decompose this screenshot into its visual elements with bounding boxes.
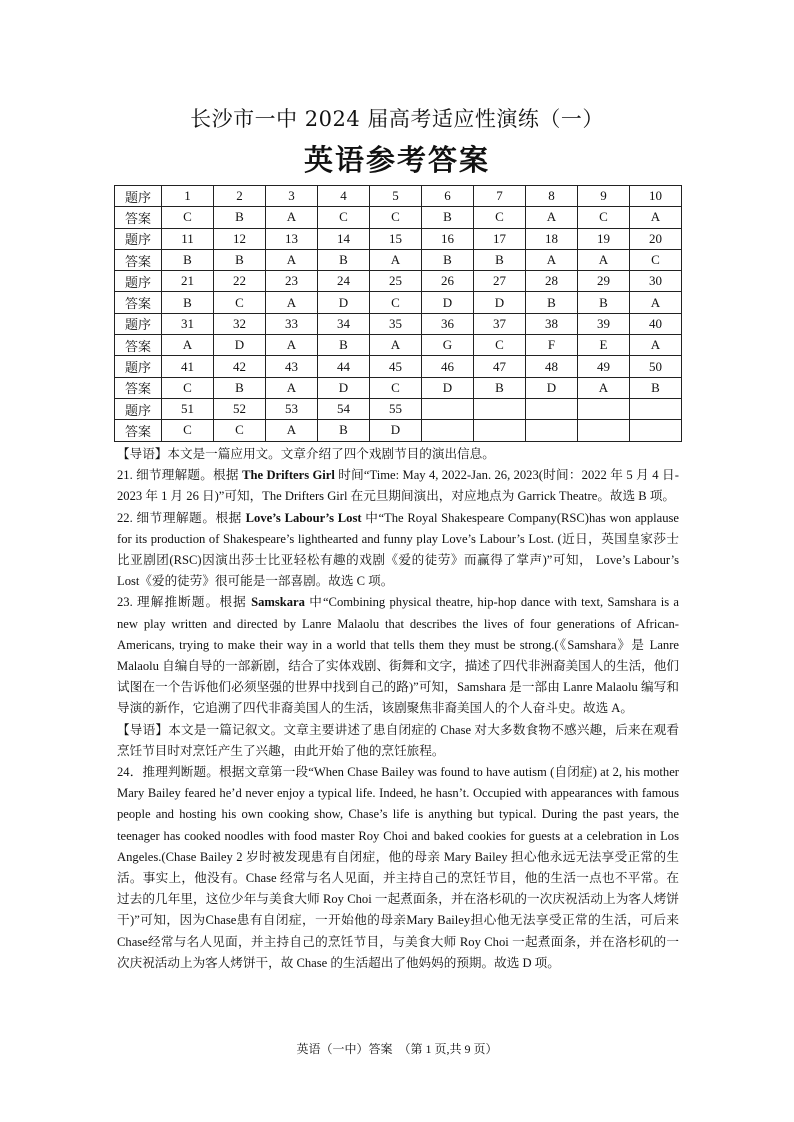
answer-cell: C — [578, 207, 630, 228]
row-label: 答案 — [115, 207, 162, 228]
question-number-cell: 16 — [422, 228, 474, 249]
question-number-cell: 4 — [318, 186, 370, 207]
answer-cell: B — [474, 377, 526, 398]
question-number-cell: 36 — [422, 313, 474, 334]
question-number-cell: 39 — [578, 313, 630, 334]
answer-cell — [578, 420, 630, 441]
answer-cell: A — [266, 335, 318, 356]
answer-cell: C — [474, 335, 526, 356]
answer-cell: B — [214, 207, 266, 228]
answer-cell: C — [630, 249, 682, 270]
row-label: 答案 — [115, 335, 162, 356]
question-number-cell: 38 — [526, 313, 578, 334]
row-label: 答案 — [115, 377, 162, 398]
question-number-cell: 40 — [630, 313, 682, 334]
answer-cell: A — [266, 420, 318, 441]
answer-cell: A — [578, 377, 630, 398]
question-number-row — [115, 271, 682, 292]
question-number-cell: 51 — [162, 398, 214, 419]
question-number-cell: 20 — [630, 228, 682, 249]
answer-cell: B — [162, 292, 214, 313]
answer-cell: A — [266, 249, 318, 270]
answer-cell: B — [214, 377, 266, 398]
question-number-cell: 30 — [630, 271, 682, 292]
answer-cell: A — [266, 207, 318, 228]
answer-cell: A — [526, 249, 578, 270]
question-number-cell: 54 — [318, 398, 370, 419]
answer-cell: A — [630, 207, 682, 228]
question-number-cell: 37 — [474, 313, 526, 334]
guide-paragraph-2: 【导语】本文是一篇记叙文。文章主要讲述了患自闭症的 Chase 对大多数食物不感兴趣，后来在观看烹饪节目时对烹饪产生了兴趣，由此开始了他的烹饪旅程。 — [117, 722, 679, 758]
answer-cell: B — [422, 249, 474, 270]
answer-cell: E — [578, 335, 630, 356]
question-number-cell: 35 — [370, 313, 422, 334]
question-number-cell: 10 — [630, 186, 682, 207]
answer-cell: D — [422, 292, 474, 313]
answer-cell: C — [370, 377, 422, 398]
question-number-cell: 55 — [370, 398, 422, 419]
answer-cell: B — [578, 292, 630, 313]
question-number-cell: 47 — [474, 356, 526, 377]
explanation-section — [117, 444, 679, 974]
explanation-q23: 23. 理解推断题。根据 Samskara 中“Combining physical theatre, hip-hop dance with text, Samshara is a new play written and directed by Lanre Malaolu that describes the lives of four generations of African-Americans, trying to make their way in a world that tells them they must be strong.(《Samshara》是 Lanre Malaolu 自编自导的一部新剧，结合了实体戏剧、街舞和文字，描述了四代非洲裔美国人的生活，他们试图在一个告诉他们必须坚强的世界中找到自己的路)”可知，Samshara 是一部由 Lanre Malaolu 编写和导演的新作，它追溯了四代非裔美国人的生活，该剧聚焦非裔美国人的个人奋斗史。故选 A。 — [117, 595, 679, 716]
explanation-q21: 21. 细节理解题。根据 The Drifters Girl 时间“Time: May 4, 2022-Jan. 26, 2023(时间：2022 年 5 月 4 日- 2023 年 1 月 26 日)”可知，The Drifters Girl 在元旦期间演出，对应地点为 Garrick Theatre。故选 B 项。 — [117, 468, 679, 504]
answer-row — [115, 335, 682, 356]
answer-row — [115, 377, 682, 398]
question-number-cell: 9 — [578, 186, 630, 207]
question-number-cell: 1 — [162, 186, 214, 207]
question-number-cell: 18 — [526, 228, 578, 249]
answer-cell: B — [318, 249, 370, 270]
question-number-cell: 49 — [578, 356, 630, 377]
question-number-cell: 3 — [266, 186, 318, 207]
question-number-cell: 48 — [526, 356, 578, 377]
row-label: 题序 — [115, 313, 162, 334]
question-number-cell: 28 — [526, 271, 578, 292]
question-number-cell: 29 — [578, 271, 630, 292]
question-number-cell: 41 — [162, 356, 214, 377]
row-label: 题序 — [115, 398, 162, 419]
question-number-cell: 34 — [318, 313, 370, 334]
question-number-cell: 12 — [214, 228, 266, 249]
answer-cell: A — [526, 207, 578, 228]
answer-cell: C — [214, 420, 266, 441]
question-number-cell: 23 — [266, 271, 318, 292]
document-title: 长沙市一中 2024 届高考适应性演练（一） — [190, 107, 604, 131]
row-label: 题序 — [115, 271, 162, 292]
play-name: Love’s Labour’s Lost — [245, 510, 362, 525]
question-number-cell: 33 — [266, 313, 318, 334]
answer-cell: B — [214, 249, 266, 270]
question-number-cell — [474, 398, 526, 419]
answer-cell: D — [318, 292, 370, 313]
question-number-cell: 53 — [266, 398, 318, 419]
question-number-cell: 17 — [474, 228, 526, 249]
question-number-cell — [526, 398, 578, 419]
answer-row — [115, 292, 682, 313]
play-name: The Drifters Girl — [242, 468, 335, 483]
question-number-cell: 46 — [422, 356, 474, 377]
answer-cell: B — [318, 420, 370, 441]
row-label: 题序 — [115, 228, 162, 249]
answer-cell: C — [162, 377, 214, 398]
answer-cell: C — [162, 420, 214, 441]
explanation-q22: 22. 细节理解题。根据 Love’s Labour’s Lost 中“The Royal Shakespeare Company(RSC)has won applause for its production of Shakespeare’s lighthearted and funny play Love’s Labour’s Lost. (近日，英国皇家莎士比亚剧团(RSC)因演出莎士比亚轻松有趣的戏剧《爱的徒劳》而赢得了掌声)”可知， Love’s Labour’s Lost《爱的徒劳》很可能是一部喜剧。故选 C 项。 — [117, 510, 680, 589]
answer-row — [115, 249, 682, 270]
answer-cell: A — [370, 335, 422, 356]
question-number-cell: 5 — [370, 186, 422, 207]
question-number-cell: 15 — [370, 228, 422, 249]
question-number-row — [115, 228, 682, 249]
answer-cell: B — [474, 249, 526, 270]
question-number-cell: 31 — [162, 313, 214, 334]
question-number-cell: 21 — [162, 271, 214, 292]
question-number-cell: 25 — [370, 271, 422, 292]
answer-cell: A — [370, 249, 422, 270]
question-number-cell: 19 — [578, 228, 630, 249]
question-number-cell: 22 — [214, 271, 266, 292]
answer-cell: D — [318, 377, 370, 398]
answer-cell: B — [422, 207, 474, 228]
question-number-cell: 45 — [370, 356, 422, 377]
answer-cell: C — [370, 207, 422, 228]
answer-cell: C — [370, 292, 422, 313]
explanation-q24: 24．推理判断题。根据文章第一段“When Chase Bailey was found to have autism (自闭症) at 2, his mother Mary Bailey feared he’d never enjoy a typical life. Indeed, he hasn’t. Occupied with appearances with famous people and hosting his own cooking show, Chase’s life is anything but typical. During the past years, the teenager has cooked noodles with food master Roy Choi and baked cookies for guests at a celebration in Los Angeles.(Chase Bailey 2 岁时被发现患有自闭症，他的母亲 Mary Bailey 担心他永远无法享受正常的生活。事实上，他没有。Chase 经常与名人见面，并主持自己的烹饪节目，他的生活一点也不平常。在过去的几年里，这位少年与美食大师 Roy Choi 一起煮面条，并在洛杉矶的一次庆祝活动上为客人烤饼干)”可知，因为Chase患有自闭症，一开始他的母亲Mary Bailey担心他无法享受正常的生活，可后来Chase经常与名人见面，并主持自己的烹饪节目，与美食大师 Roy Choi 一起煮面条，并在洛杉矶的一次庆祝活动上为客人烤饼干，故 Chase 的生活超出了他妈妈的预期。故选 D 项。 — [117, 765, 679, 970]
question-number-cell: 24 — [318, 271, 370, 292]
question-number-cell: 7 — [474, 186, 526, 207]
question-number-row — [115, 186, 682, 207]
answer-cell: C — [214, 292, 266, 313]
answer-cell: D — [422, 377, 474, 398]
answer-row — [115, 207, 682, 228]
answer-cell: A — [578, 249, 630, 270]
answer-cell: B — [526, 292, 578, 313]
answer-cell: A — [630, 335, 682, 356]
question-number-row — [115, 313, 682, 334]
answer-cell: D — [474, 292, 526, 313]
answer-cell: A — [162, 335, 214, 356]
answer-cell: C — [318, 207, 370, 228]
row-label: 答案 — [115, 292, 162, 313]
question-number-cell — [578, 398, 630, 419]
question-number-cell: 44 — [318, 356, 370, 377]
question-number-cell: 27 — [474, 271, 526, 292]
question-number-cell: 43 — [266, 356, 318, 377]
answer-cell: B — [630, 377, 682, 398]
question-number-cell — [630, 398, 682, 419]
document-subtitle: 英语参考答案 — [303, 143, 490, 177]
play-name: Samskara — [251, 595, 305, 610]
question-number-cell — [422, 398, 474, 419]
question-number-cell: 8 — [526, 186, 578, 207]
row-label: 题序 — [115, 356, 162, 377]
answer-cell: G — [422, 335, 474, 356]
question-number-cell: 2 — [214, 186, 266, 207]
answer-cell: D — [526, 377, 578, 398]
question-number-row — [115, 356, 682, 377]
answer-cell: C — [162, 207, 214, 228]
answer-cell — [474, 420, 526, 441]
guide-paragraph-1: 【导语】本文是一篇应用文。文章介绍了四个戏剧节目的演出信息。 — [117, 447, 495, 461]
question-number-cell: 32 — [214, 313, 266, 334]
row-label: 题序 — [115, 186, 162, 207]
answer-cell: A — [630, 292, 682, 313]
question-number-cell: 14 — [318, 228, 370, 249]
answer-cell: C — [474, 207, 526, 228]
answer-table — [114, 185, 682, 442]
answer-cell: D — [370, 420, 422, 441]
row-label: 答案 — [115, 249, 162, 270]
question-number-cell: 6 — [422, 186, 474, 207]
answer-cell: D — [214, 335, 266, 356]
question-number-cell: 11 — [162, 228, 214, 249]
question-number-cell: 26 — [422, 271, 474, 292]
question-number-cell: 42 — [214, 356, 266, 377]
answer-cell: B — [162, 249, 214, 270]
page-footer: 英语（一中）答案 （第 1 页,共 9 页） — [296, 1042, 498, 1056]
answer-cell — [526, 420, 578, 441]
question-number-cell: 52 — [214, 398, 266, 419]
answer-cell: A — [266, 377, 318, 398]
answer-cell — [422, 420, 474, 441]
question-number-cell: 13 — [266, 228, 318, 249]
answer-cell: B — [318, 335, 370, 356]
answer-cell — [630, 420, 682, 441]
question-number-cell: 50 — [630, 356, 682, 377]
answer-row — [115, 420, 682, 441]
row-label: 答案 — [115, 420, 162, 441]
answer-cell: F — [526, 335, 578, 356]
question-number-row — [115, 398, 682, 419]
answer-cell: A — [266, 292, 318, 313]
